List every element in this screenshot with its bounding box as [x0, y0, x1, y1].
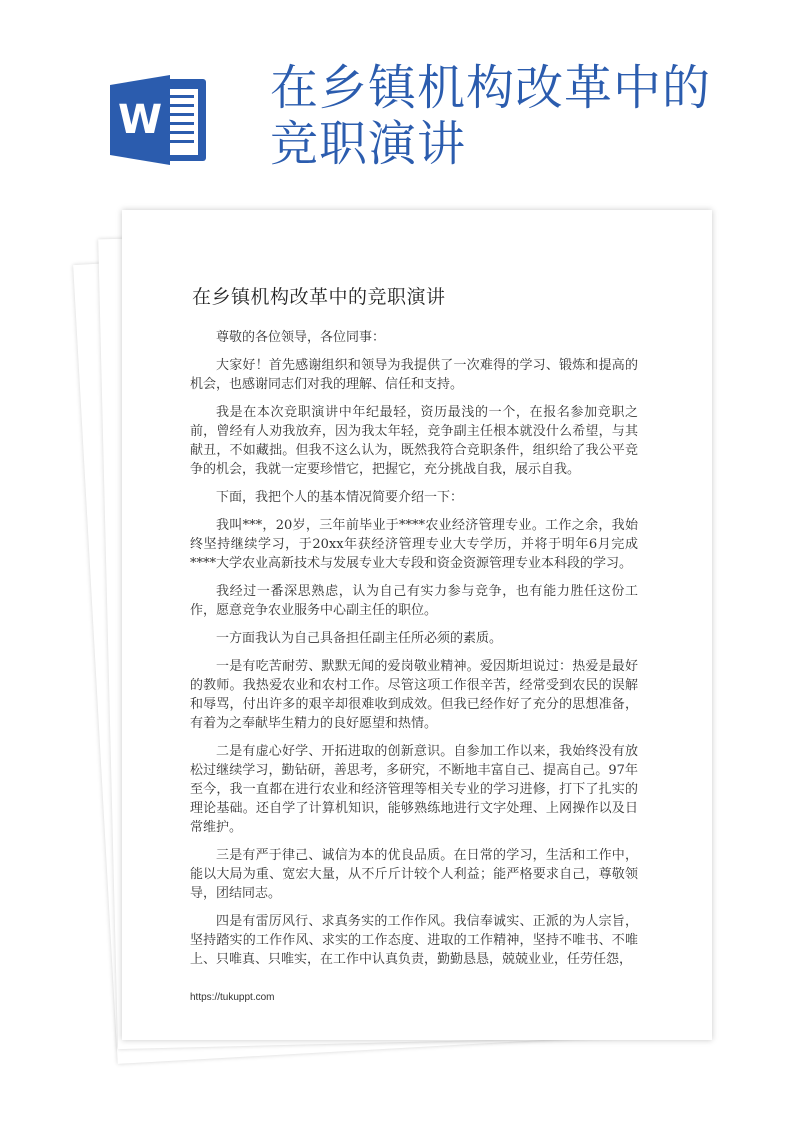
- document-page: [122, 210, 712, 1040]
- paragraph: 我经过一番深思熟虑，认为自己有实力参与竞争，也有能力胜任这份工作，愿意竞争农业服务中心副主任的职位。: [190, 584, 638, 618]
- svg-text:W: W: [117, 97, 163, 143]
- paragraph: 一是有吃苦耐劳、默默无闻的爱岗敬业精神。爱因斯坦说过：热爱是最好的教师。我热爱农业和农村工作。尽管这项工作很辛苦，经常受到农民的误解和辱骂，付出许多的艰辛却很难收到成效。但我已经作好了充分的思想准备，有着为之奉献毕生精力的良好愿望和热情。: [190, 659, 638, 731]
- word-document-icon: [110, 75, 208, 165]
- footer-url[interactable]: https://tukuppt.com: [190, 992, 275, 1003]
- document-title: 在乡镇机构改革中的竞职演讲: [192, 286, 446, 308]
- paragraph: 三是有严于律己、诚信为本的优良品质。在日常的学习，生活和工作中，能以大局为重、宽宏大量，从不斤斤计较个人利益；能严格要求自己，尊敬领导，团结同志。: [190, 848, 638, 901]
- paragraph: 我叫***，20岁，三年前毕业于****农业经济管理专业。工作之余，我始终坚持继续学习，于20xx年获经济管理专业大专学历，并将于明年6月完成****大学农业高新技术与发展专业大专段和资金资源管理专业本科段的学习。: [190, 518, 638, 571]
- page-title: 在乡镇机构改革中的竞职演讲: [270, 60, 712, 172]
- paragraph: 二是有虚心好学、开拓进取的创新意识。自参加工作以来，我始终没有放松过继续学习，勤钻研，善思考，多研究，不断地丰富自己、提高自己。97年至今，我一直都在进行农业和经济管理等相关专业的学习进修，打下了扎实的理论基础。还自学了计算机知识，能够熟练地进行文字处理、上网操作以及日常维护。: [190, 744, 638, 835]
- document-body: [190, 328, 638, 978]
- paragraph: 大家好！首先感谢组织和领导为我提供了一次难得的学习、锻炼和提高的机会，也感谢同志们对我的理解、信任和支持。: [190, 358, 638, 392]
- paragraph: 我是在本次竞职演讲中年纪最轻，资历最浅的一个，在报名参加竞职之前，曾经有人劝我放弃，因为我太年轻，竞争副主任根本就没什么希望，与其献丑，不如藏拙。但我不这么认为，既然我符合竞职条件，组织给了我公平竞争的机会，我就一定要珍惜它，把握它，充分挑战自我，展示自我。: [190, 405, 638, 477]
- paragraph: 下面，我把个人的基本情况简要介绍一下：: [216, 490, 464, 505]
- paragraph: 尊敬的各位领导，各位同事：: [216, 330, 386, 345]
- paragraph: 四是有雷厉风行、求真务实的工作作风。我信奉诚实、正派的为人宗旨，坚持踏实的工作作风、求实的工作态度、进取的工作精神，坚持不唯书、不唯上、只唯真、只唯实，在工作中认真负责，勤勤恳恳，兢兢业业，任劳任怨，: [190, 914, 638, 967]
- paragraph: 一方面我认为自己具备担任副主任所必须的素质。: [216, 631, 503, 646]
- header: [0, 0, 800, 200]
